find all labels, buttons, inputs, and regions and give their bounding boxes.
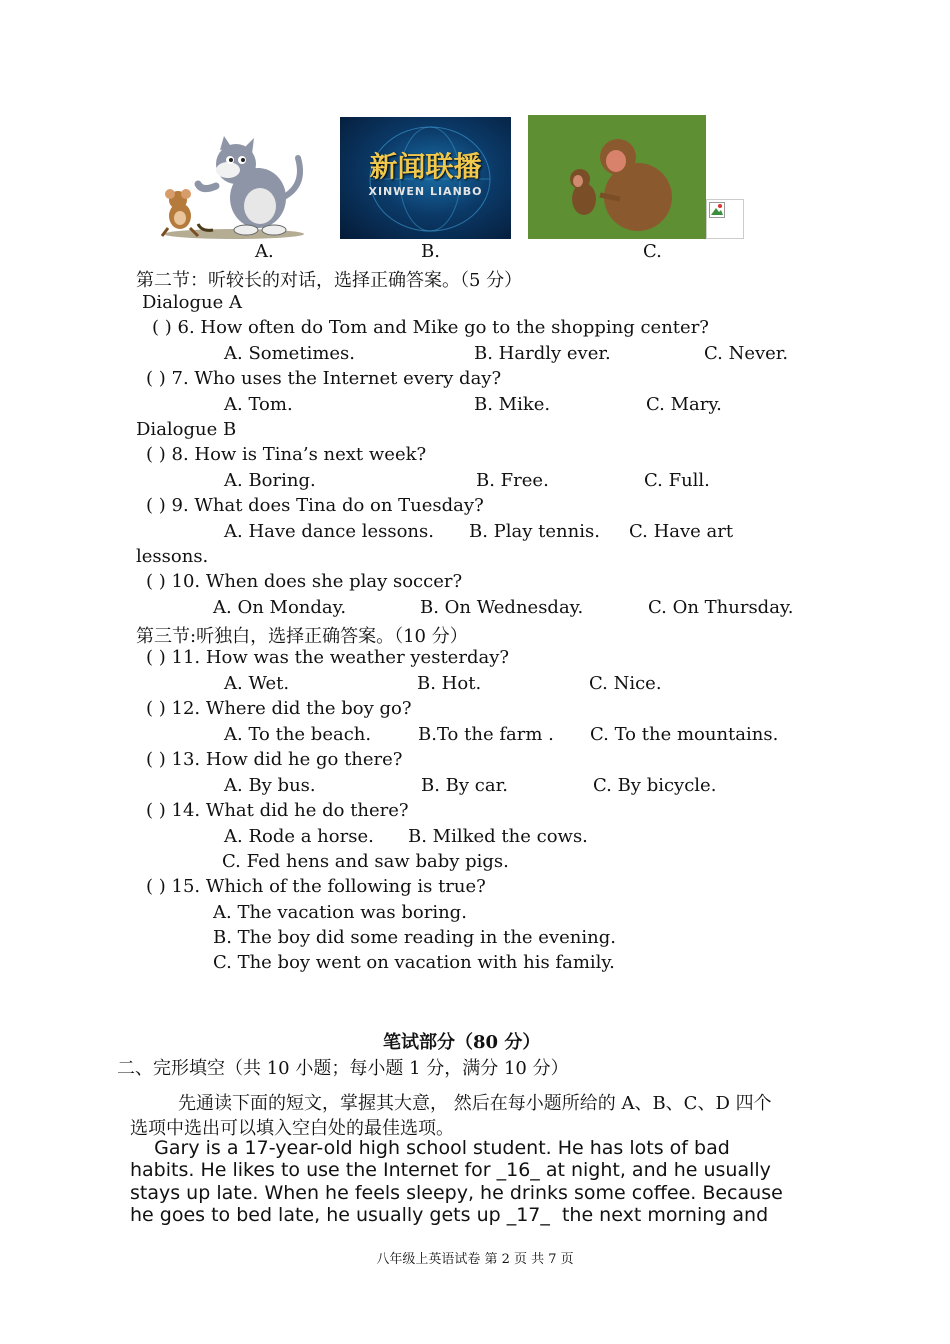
question-14: ( ) 14. What did he do there? bbox=[146, 800, 409, 821]
passage-line-2: habits. He likes to use the Internet for _16_ at night, and he usually bbox=[130, 1159, 771, 1181]
q8-option-c: C. Full. bbox=[644, 470, 710, 491]
q14-option-a: A. Rode a horse. bbox=[224, 826, 374, 847]
q8-option-a: A. Boring. bbox=[224, 470, 316, 491]
q13-option-c: C. By bicycle. bbox=[593, 775, 717, 796]
question-15: ( ) 15. Which of the following is true? bbox=[146, 876, 486, 897]
q9-option-a: A. Have dance lessons. bbox=[224, 521, 434, 542]
question-6: ( ) 6. How often do Tom and Mike go to the shopping center? bbox=[152, 317, 709, 338]
q13-option-b: B. By car. bbox=[421, 775, 508, 796]
q8-option-b: B. Free. bbox=[476, 470, 549, 491]
cartoon-cat-mouse-image bbox=[158, 136, 310, 240]
image-label-b: B. bbox=[421, 241, 440, 262]
passage-line-4: he goes to bed late, he usually gets up _17_ the next morning and bbox=[130, 1204, 769, 1226]
news-logo-cn: 新闻联播 bbox=[369, 150, 482, 183]
passage-line-3: stays up late. When he feels sleepy, he drinks some coffee. Because bbox=[130, 1182, 783, 1204]
q10-option-a: A. On Monday. bbox=[213, 597, 347, 618]
q11-option-b: B. Hot. bbox=[417, 673, 482, 694]
question-12: ( ) 12. Where did the boy go? bbox=[146, 698, 412, 719]
q14-option-b: B. Milked the cows. bbox=[408, 826, 588, 847]
monkeys-photo-image bbox=[528, 115, 706, 239]
dialogue-a-label: Dialogue A bbox=[142, 292, 243, 313]
page-footer: 八年级上英语试卷 第 2 页 共 7 页 bbox=[376, 1252, 574, 1267]
q7-option-c: C. Mary. bbox=[646, 394, 722, 415]
question-7: ( ) 7. Who uses the Internet every day? bbox=[146, 368, 502, 389]
question-9: ( ) 9. What does Tina do on Tuesday? bbox=[146, 495, 484, 516]
q12-option-b: B.To the farm . bbox=[418, 724, 554, 745]
q14-option-c: C. Fed hens and saw baby pigs. bbox=[222, 851, 509, 872]
dialogue-b-label: Dialogue B bbox=[136, 419, 237, 440]
q12-option-a: A. To the beach. bbox=[224, 724, 372, 745]
q11-option-a: A. Wet. bbox=[224, 673, 290, 694]
section3-heading: 第三节:听独白，选择正确答案。（10 分） bbox=[136, 626, 468, 647]
q13-option-a: A. By bus. bbox=[224, 775, 316, 796]
q10-option-c: C. On Thursday. bbox=[648, 597, 794, 618]
q6-option-a: A. Sometimes. bbox=[224, 343, 356, 364]
news-logo-en: XINWEN LIANBO bbox=[368, 185, 483, 198]
passage-line-1: Gary is a 17-year-old high school student. He has lots of bad bbox=[130, 1137, 730, 1159]
question-11: ( ) 11. How was the weather yesterday? bbox=[146, 647, 510, 668]
image-label-c: C. bbox=[643, 241, 662, 262]
q7-option-a: A. Tom. bbox=[224, 394, 293, 415]
section2-heading: 第二节：听较长的对话，选择正确答案。（5 分） bbox=[136, 270, 523, 291]
news-program-logo-image bbox=[340, 117, 511, 239]
broken-image-icon bbox=[706, 199, 744, 239]
question-8: ( ) 8. How is Tina’s next week? bbox=[146, 444, 427, 465]
q9-option-c: C. Have art bbox=[629, 521, 734, 542]
q10-option-b: B. On Wednesday. bbox=[420, 597, 584, 618]
q12-option-c: C. To the mountains. bbox=[590, 724, 779, 745]
q7-option-b: B. Mike. bbox=[474, 394, 551, 415]
q6-option-b: B. Hardly ever. bbox=[474, 343, 611, 364]
cloze-heading: 二、完形填空（共 10 小题；每小题 1 分，满分 10 分） bbox=[117, 1058, 569, 1079]
cloze-instructions-line-2: 选项中选出可以填入空白处的最佳选项。 bbox=[130, 1118, 454, 1139]
question-10: ( ) 10. When does she play soccer? bbox=[146, 571, 463, 592]
image-label-a: A. bbox=[255, 241, 274, 262]
cloze-instructions-line-1: 先通读下面的短文，掌握其大意， 然后在每小题所给的 A、B、C、D 四个 bbox=[178, 1093, 772, 1114]
q9-option-c-wrap: lessons. bbox=[136, 546, 209, 567]
q6-option-c: C. Never. bbox=[704, 343, 789, 364]
q15-option-b: B. The boy did some reading in the evening. bbox=[213, 927, 616, 948]
q15-option-a: A. The vacation was boring. bbox=[213, 902, 467, 923]
q9-option-b: B. Play tennis. bbox=[469, 521, 600, 542]
written-part-title: 笔试部分（80 分） bbox=[383, 1032, 541, 1053]
question-13: ( ) 13. How did he go there? bbox=[146, 749, 403, 770]
q11-option-c: C. Nice. bbox=[589, 673, 662, 694]
q15-option-c: C. The boy went on vacation with his family. bbox=[213, 952, 615, 973]
